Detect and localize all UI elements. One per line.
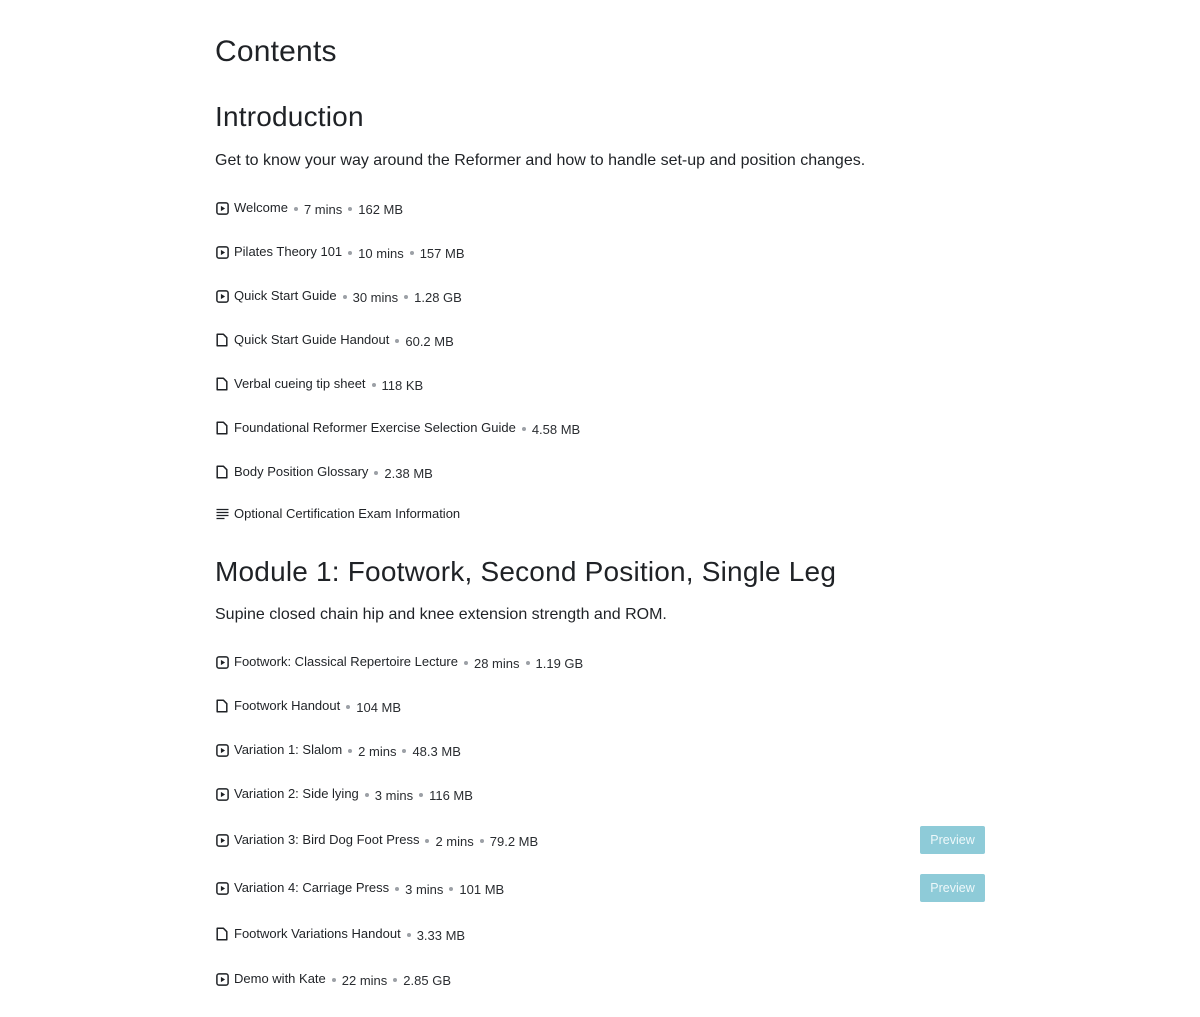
separator-dot <box>522 427 526 431</box>
lesson-item[interactable] <box>215 968 985 990</box>
lesson-duration: 3 mins <box>405 881 444 897</box>
lesson-size: 4.58 MB <box>531 421 581 437</box>
lesson-size: 2.85 GB <box>403 972 451 988</box>
lesson-duration: 2 mins <box>358 743 397 759</box>
lesson-size: 3.33 MB <box>416 927 466 943</box>
video-icon <box>215 655 229 669</box>
separator-dot <box>402 749 406 753</box>
lesson-duration: 30 mins <box>352 289 399 305</box>
lesson-title[interactable]: Variation 3: Bird Dog Foot Press <box>234 831 420 847</box>
separator-dot <box>294 207 298 211</box>
lesson-item[interactable] <box>215 329 985 351</box>
separator-dot <box>425 839 429 843</box>
preview-button[interactable]: Preview <box>920 874 985 902</box>
separator-dot <box>346 705 350 709</box>
lesson-title[interactable]: Foundational Reformer Exercise Selection Guide <box>234 419 516 435</box>
separator-dot <box>464 661 468 665</box>
lesson-item[interactable] <box>215 461 985 483</box>
video-icon <box>215 881 229 895</box>
lesson-item[interactable] <box>215 417 985 439</box>
lesson-title[interactable]: Quick Start Guide Handout <box>234 331 390 347</box>
lesson-size: 162 MB <box>358 201 404 217</box>
lesson-size: 2.38 MB <box>384 465 433 481</box>
text-lines-icon <box>215 507 229 521</box>
video-icon <box>215 833 229 847</box>
video-icon <box>215 787 229 801</box>
lesson-size: 60.2 MB <box>405 333 454 349</box>
lesson-item[interactable] <box>215 877 985 899</box>
separator-dot <box>372 383 376 387</box>
document-icon <box>215 465 229 479</box>
document-icon <box>215 699 229 713</box>
lesson-item[interactable] <box>215 197 985 219</box>
section-description: Get to know your way around the Reformer and how to handle set-up and position changes. <box>215 152 866 169</box>
preview-button[interactable]: Preview <box>920 826 985 854</box>
lesson-item[interactable] <box>215 285 985 307</box>
lesson-title[interactable]: Footwork Variations Handout <box>234 925 401 941</box>
separator-dot <box>407 933 411 937</box>
lesson-size: 118 KB <box>381 377 424 393</box>
lesson-title[interactable]: Quick Start Guide <box>234 287 337 303</box>
separator-dot <box>365 793 369 797</box>
lesson-size: 101 MB <box>459 881 505 897</box>
lesson-size: 104 MB <box>356 699 402 715</box>
lesson-duration: 3 mins <box>374 787 414 803</box>
lesson-size: 79.2 MB <box>489 833 539 849</box>
separator-dot <box>410 251 414 255</box>
lesson-title[interactable]: Variation 2: Side lying <box>234 785 359 801</box>
separator-dot <box>449 887 453 891</box>
lesson-title[interactable]: Optional Certification Exam Information <box>234 505 461 521</box>
separator-dot <box>348 251 352 255</box>
lesson-title[interactable]: Pilates Theory 101 <box>234 243 343 259</box>
lesson-title[interactable]: Footwork Handout <box>234 697 341 713</box>
separator-dot <box>374 471 378 475</box>
lesson-title[interactable]: Variation 4: Carriage Press <box>234 879 390 895</box>
lesson-title[interactable]: Footwork: Classical Repertoire Lecture <box>234 653 458 669</box>
lesson-title[interactable]: Welcome <box>234 199 288 215</box>
lesson-size: 1.19 GB <box>535 655 584 671</box>
separator-dot <box>395 339 399 343</box>
separator-dot <box>348 207 352 211</box>
lesson-size: 48.3 MB <box>412 743 461 759</box>
separator-dot <box>404 295 408 299</box>
lesson-duration: 28 mins <box>473 655 520 671</box>
lesson-duration: 10 mins <box>358 245 404 261</box>
video-icon <box>215 743 229 757</box>
section-description: Supine closed chain hip and knee extension strength and ROM. <box>215 606 667 623</box>
document-icon <box>215 377 229 391</box>
section-heading: Module 1: Footwork, Second Position, Single Leg <box>215 556 837 587</box>
lesson-item[interactable] <box>215 503 985 525</box>
lesson-item[interactable] <box>215 739 985 761</box>
lesson-size: 1.28 GB <box>414 289 462 305</box>
lesson-item[interactable] <box>215 373 985 395</box>
separator-dot <box>395 887 399 891</box>
video-icon <box>215 201 229 215</box>
video-icon <box>215 289 229 303</box>
page-title: Contents <box>215 35 337 68</box>
lesson-title[interactable]: Variation 1: Slalom <box>234 741 343 757</box>
lesson-duration: 22 mins <box>341 972 388 988</box>
section-heading: Introduction <box>215 101 364 132</box>
lesson-item[interactable] <box>215 695 985 717</box>
video-icon <box>215 972 229 986</box>
lesson-item[interactable] <box>215 923 985 945</box>
lesson-title[interactable]: Demo with Kate <box>234 970 326 986</box>
separator-dot <box>480 839 484 843</box>
lesson-item[interactable] <box>215 829 985 851</box>
lesson-size: 157 MB <box>419 245 465 261</box>
document-icon <box>215 333 229 347</box>
lesson-duration: 7 mins <box>303 201 343 217</box>
document-icon <box>215 421 229 435</box>
video-icon <box>215 245 229 259</box>
lesson-item[interactable] <box>215 783 985 805</box>
separator-dot <box>526 661 530 665</box>
separator-dot <box>393 978 397 982</box>
separator-dot <box>419 793 423 797</box>
lesson-title[interactable]: Body Position Glossary <box>234 463 369 479</box>
lesson-size: 116 MB <box>429 787 473 803</box>
document-icon <box>215 927 229 941</box>
lesson-title[interactable]: Verbal cueing tip sheet <box>234 375 366 391</box>
separator-dot <box>332 978 336 982</box>
lesson-duration: 2 mins <box>435 833 474 849</box>
separator-dot <box>348 749 352 753</box>
lesson-item[interactable] <box>215 241 985 263</box>
separator-dot <box>343 295 347 299</box>
lesson-item[interactable] <box>215 651 985 673</box>
